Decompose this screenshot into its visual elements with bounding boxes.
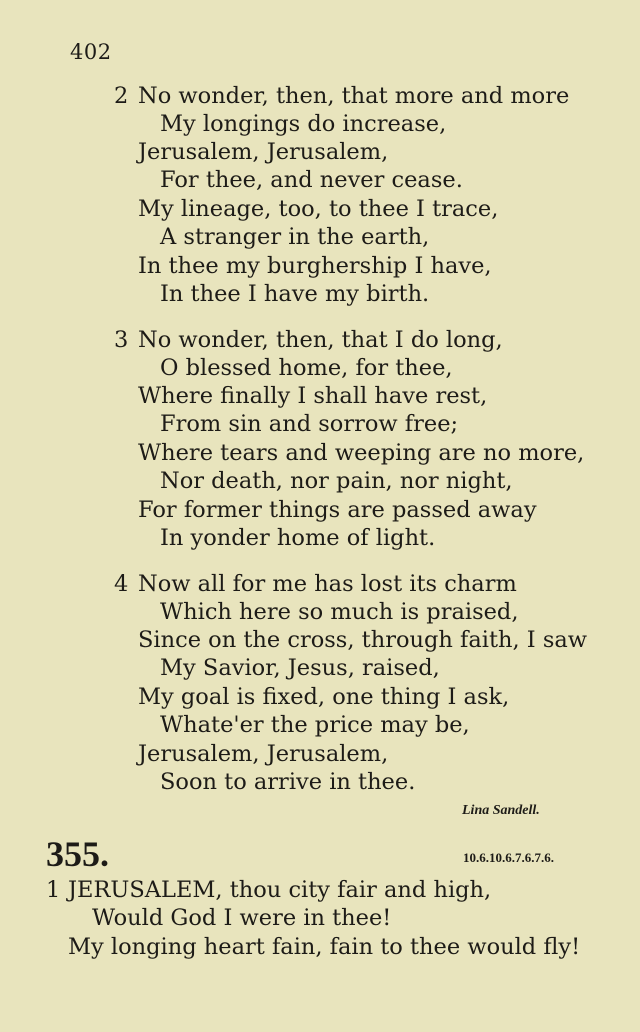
stanza-line: From sin and sorrow free; bbox=[160, 411, 459, 437]
stanza-line: JERUSALEM, thou city fair and high, bbox=[68, 877, 492, 903]
stanza-line: O blessed home, for thee, bbox=[160, 355, 453, 381]
stanza-line: My Savior, Jesus, raised, bbox=[160, 655, 440, 681]
stanza-line: In thee my burghership I have, bbox=[138, 253, 492, 279]
stanza-line: My lineage, too, to thee I trace, bbox=[138, 196, 499, 222]
stanza-line: No wonder, then, that more and more bbox=[138, 83, 570, 109]
stanza-line: Now all for me has lost its charm bbox=[138, 571, 517, 597]
stanza-line: No wonder, then, that I do long, bbox=[138, 327, 503, 353]
stanza-line: Jerusalem, Jerusalem, bbox=[138, 139, 389, 165]
stanza-number: 2 bbox=[114, 83, 129, 109]
stanza-line: For thee, and never cease. bbox=[160, 167, 463, 193]
stanza-number: 3 bbox=[114, 327, 129, 353]
stanza-line: My longing heart fain, fain to thee would fly! bbox=[68, 934, 581, 960]
stanza-line: Soon to arrive in thee. bbox=[160, 769, 416, 795]
stanza-line: In yonder home of light. bbox=[160, 525, 436, 551]
page-number: 402 bbox=[70, 40, 112, 64]
stanza-line: For former things are passed away bbox=[138, 497, 537, 523]
stanza-line: Jerusalem, Jerusalem, bbox=[138, 741, 389, 767]
stanza-line: Where finally I shall have rest, bbox=[138, 383, 488, 409]
stanza-line: A stranger in the earth, bbox=[160, 224, 430, 250]
stanza-line: Whate'er the price may be, bbox=[160, 712, 470, 738]
stanza-line: Which here so much is praised, bbox=[160, 599, 519, 625]
stanza-line: My goal is fixed, one thing I ask, bbox=[138, 684, 510, 710]
stanza-number: 1 bbox=[46, 877, 61, 903]
stanza-line: Nor death, nor pain, nor night, bbox=[160, 468, 513, 494]
stanza-line: Would God I were in thee! bbox=[92, 905, 392, 931]
stanza-number: 4 bbox=[114, 571, 129, 597]
stanza-line: My longings do increase, bbox=[160, 111, 447, 137]
author-attribution: Lina Sandell. bbox=[462, 803, 540, 818]
hymn-number: 355. bbox=[46, 834, 109, 874]
hymn-meter: 10.6.10.6.7.6.7.6. bbox=[463, 850, 554, 865]
stanza-line: Since on the cross, through faith, I saw bbox=[138, 627, 588, 653]
stanza-line: Where tears and weeping are no more, bbox=[138, 440, 585, 466]
stanza-line: In thee I have my birth. bbox=[160, 281, 430, 307]
